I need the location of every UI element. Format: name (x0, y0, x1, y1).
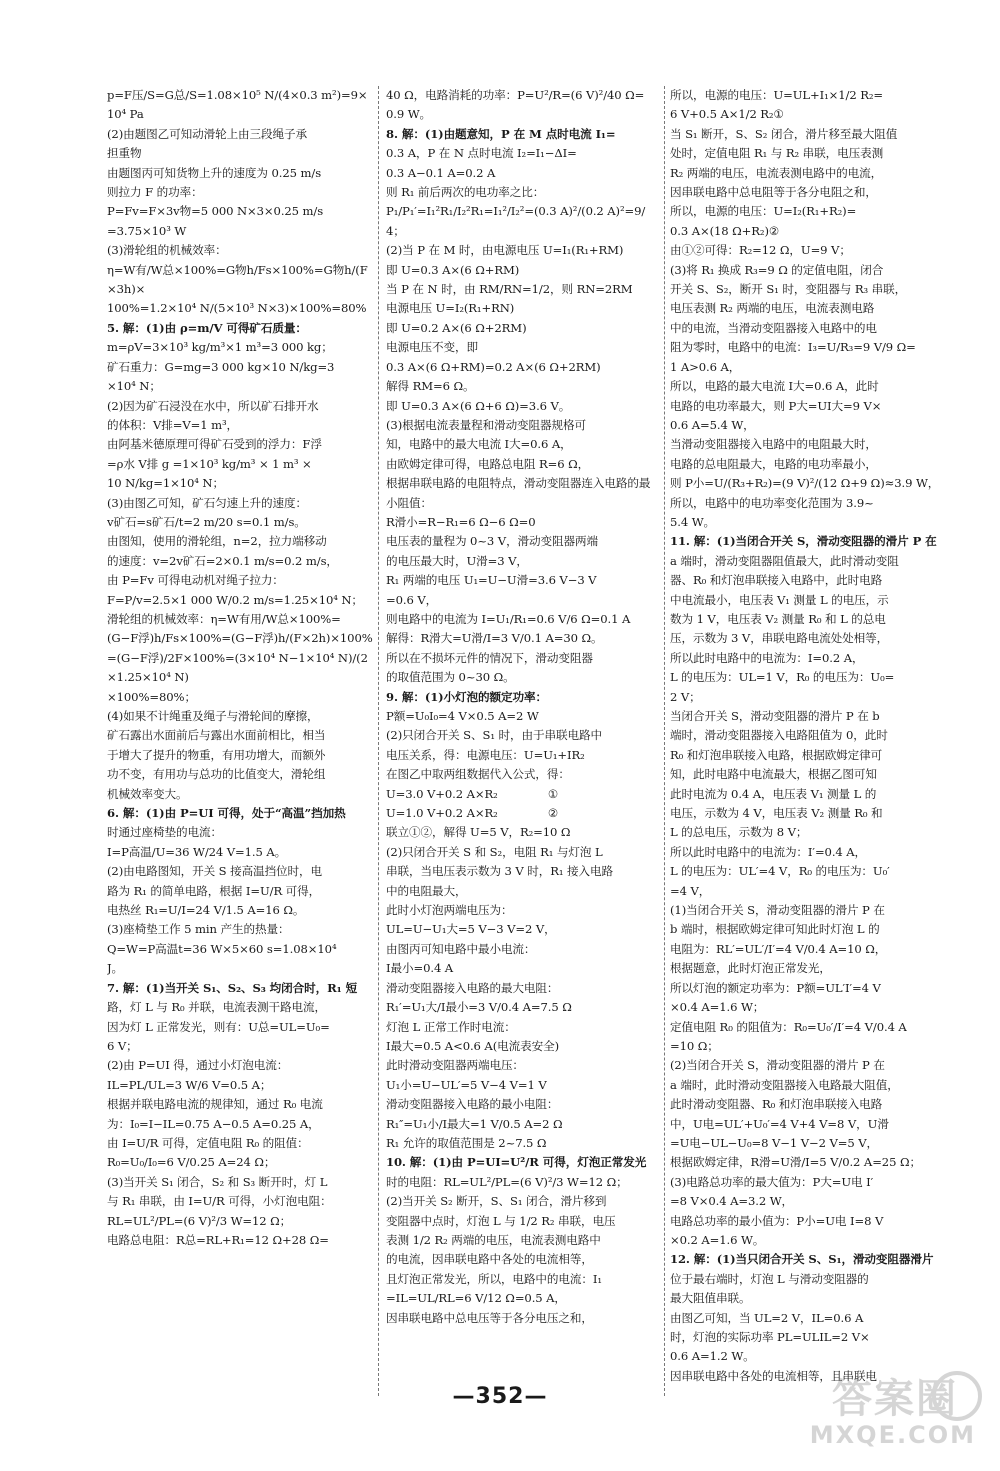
text-line: 由阿基米德原理可得矿石受到的浮力：F浮 (107, 437, 322, 452)
text-line: 因串联电路中总电阻等于各分电阻之和， (670, 185, 877, 200)
text-line: =ρ水 V排 g =1×10³ kg/m³ × 1 m³ × (107, 456, 312, 471)
text-line: R₁′=U₁大/I最小=3 V/0.4 A=7.5 Ω (386, 1000, 572, 1015)
text-line: 器、R₀ 和灯泡串联接入电路中，此时电路 (670, 573, 883, 588)
text-line: 端时，滑动变阻器接入电路阻值为 0，此时 (670, 728, 888, 743)
text-line: 联立①②，解得 U=5 V，R₂=10 Ω (386, 825, 571, 840)
text-line: =IL=UL/RL=6 V/12 Ω=0.5 A， (386, 1291, 566, 1306)
text-line: 0.3 A，P 在 N 点时电流 I₂=I₁−ΔI= (386, 146, 577, 161)
column-middle (386, 86, 660, 1406)
text-line: (3)当开关 S₁ 闭合，S₂ 和 S₃ 断开时，灯 L (107, 1174, 328, 1189)
text-line: 所以此时电路中的电流为：I=0.2 A， (670, 650, 864, 665)
text-line: p=F压/S=G总/S=1.08×10⁵ N/(4×0.3 m²)=9×10⁴ Pa (107, 88, 368, 122)
text-line: 8. 解：(1)由题意知，P 在 M 点时电流 I₁= (386, 126, 616, 141)
text-line: 0.6 A=5.4 W， (670, 417, 755, 432)
column-divider (664, 86, 665, 1396)
text-line: R₂ 两端的电压，电流表测电路中的电流， (670, 165, 883, 180)
text-line: (2)当 P 在 M 时，由电源电压 U=I₁(R₁+RM) (386, 243, 624, 258)
text-line: 电路总功率的最小值为：P小=U电 I=8 V (670, 1213, 884, 1228)
text-line: 由题图丙可知货物上升的速度为 0.25 m/s (107, 165, 322, 180)
text-line: 电压表的量程为 0~3 V，滑动变阻器两端 (386, 534, 599, 549)
text-line: 5.4 W。 (670, 514, 716, 529)
text-line: 11. 解：(1)当闭合开关 S，滑动变阻器的滑片 P 在 (670, 534, 937, 549)
text-line: 即 U=0.3 A×(6 Ω+RM) (386, 262, 520, 277)
text-line: 时的电阻：RL=UL²/PL=(6 V)²/3 W=12 Ω； (386, 1174, 628, 1189)
text-line: 滑轮组的机械效率：η=W有用/W总×100%= (107, 611, 341, 626)
text-line: U=3.0 V+0.2 A×R₂ ① (386, 786, 559, 801)
text-line: b 端时，根据欧姆定律可知此时灯泡 L 的 (670, 922, 880, 937)
text-line: a 端时，此时滑动变阻器接入电路最大阻值， (670, 1077, 899, 1092)
text-line: (2)由题图乙可知动滑轮上由三段绳子承 (107, 126, 308, 141)
text-line: 所以此时电路中的电流为：I′=0.4 A， (670, 844, 867, 859)
text-line: =0.6 V， (386, 592, 438, 607)
text-line: 在图乙中取两组数据代入公式，得： (386, 767, 570, 782)
text-line: R₀=U₀/I₀=6 V/0.25 A=24 Ω； (107, 1155, 276, 1170)
text-line: 因为灯 L 正常发光，则有：U总=UL=U₀= (107, 1019, 330, 1034)
text-line: 由欧姆定律可得，电路总电阻 R=6 Ω， (386, 456, 590, 471)
text-line: P=Fv=F×3v物=5 000 N×3×0.25 m/s (107, 204, 324, 219)
text-line: 此时滑动变阻器两端电压： (386, 1058, 524, 1073)
text-line: =4 V， (670, 883, 711, 898)
text-line: 0.6 A=1.2 W。 (670, 1349, 755, 1364)
text-line: 定值电阻 R₀ 的阻值为：R₀=U₀′/I′=4 V/0.4 A (670, 1019, 907, 1034)
text-line: 灯泡 L 正常工作时电流： (386, 1019, 516, 1034)
text-line: 由 P=Fv 可得电动机对绳子拉力： (107, 573, 284, 588)
text-line: 的取值范围为 0~30 Ω。 (386, 670, 515, 685)
text-line: 表测 1/2 R₂ 两端的电压，电流表测电路中 (386, 1232, 601, 1247)
text-line: 100%=1.2×10⁴ N/(5×10³ N×3)×100%=80% (107, 301, 367, 316)
text-line: =U电−UL−U₀=8 V−1 V−2 V=5 V， (670, 1135, 878, 1150)
text-line: 即 U=0.2 A×(6 Ω+2RM) (386, 320, 527, 335)
text-line: UL=U−U₁大=5 V−3 V=2 V， (386, 922, 556, 937)
text-line: 2 V； (670, 689, 701, 704)
text-line: R₁″=U₁小/I最大=1 V/0.5 A=2 Ω (386, 1116, 563, 1131)
text-line: 解得 RM=6 Ω。 (386, 379, 475, 394)
text-line: 当 S₁ 断开，S、S₂ 闭合，滑片移至最大阻值 (670, 126, 898, 141)
text-line: 中电流最小，电压表 V₁ 测量 L 的电压，示 (670, 592, 889, 607)
text-line: 电压表测 R₂ 两端的电压，电流表测电路 (670, 301, 875, 316)
text-line: 数为 1 V，电压表 V₂ 测量 R₀ 和 L 的总电 (670, 611, 886, 626)
text-line: 由 I=U/R 可得，定值电阻 R₀ 的阻值： (107, 1135, 309, 1150)
text-line: U₁小=U−UL′=5 V−4 V=1 V (386, 1077, 547, 1092)
text-line: 的速度：v=2v矿石=2×0.1 m/s=0.2 m/s， (107, 553, 338, 568)
text-line: η=W有/W总×100%=G物h/Fs×100%=G物h/(F×3h)× (107, 262, 368, 297)
text-line: (3)座椅垫工作 5 min 产生的热量： (107, 922, 290, 937)
text-line: L 的电压为：UL=1 V，R₀ 的电压为：U₀= (670, 670, 895, 685)
text-line: 当滑动变阻器接入电路中的电阻最大时， (670, 437, 877, 452)
text-line: 压，示数为 3 V，串联电路电流处处相等， (670, 631, 889, 646)
text-line: 于增大了提升的物重，有用功增大，而额外 (107, 747, 326, 762)
text-line: (3)电路总功率的最大值为：P大=U电 I′ (670, 1174, 874, 1189)
text-line: (2)由 P=UI 得，通过小灯泡电流： (107, 1058, 289, 1073)
text-line: 位于最右端时，灯泡 L 与滑动变阻器的 (670, 1271, 869, 1286)
text-line: 中的电流，当滑动变阻器接入电路中的电 (670, 320, 877, 335)
text-line: (3)将 R₁ 换成 R₃=9 Ω 的定值电阻，闭合 (670, 262, 884, 277)
text-line: 矿石重力：G=mg=3 000 kg×10 N/kg=3 (107, 359, 335, 374)
text-line: (2)当开关 S₂ 断开，S、S₁ 闭合，滑片移到 (386, 1194, 607, 1209)
text-line: (2)由电路图知，开关 S 接高温挡位时，电 (107, 864, 323, 879)
text-line: P额=U₀I₀=4 V×0.5 A=2 W (386, 709, 539, 723)
text-line: R₀ 和灯泡串联接入电路，根据欧姆定律可 (670, 747, 883, 762)
text-line: J。 (107, 961, 124, 976)
text-line: 的体积：V排=V=1 m³， (107, 417, 239, 432)
text-line: 由①②可得：R₂=12 Ω，U=9 V； (670, 243, 851, 258)
text-line: 且灯泡正常发光，所以，电路中的电流：I₁ (386, 1271, 602, 1286)
text-line: (2)因为矿石浸没在水中，所以矿石排开水 (107, 398, 319, 413)
text-line: a 端时，滑动变阻器阻值最大，此时滑动变阻 (670, 553, 899, 568)
text-line: 因串联电路中各处的电流相等，且串联电 (670, 1368, 877, 1383)
text-line: 所以在不损坏元件的情况下，滑动变阻器 (386, 650, 593, 665)
text-line: 电压，示数为 4 V，电压表 V₂ 测量 R₀ 和 (670, 806, 883, 821)
text-line: R滑小=R−R₁=6 Ω−6 Ω=0 (386, 514, 536, 529)
text-line: 6. 解：(1)由 P=UI 可得，处于“高温”挡加热 (107, 806, 346, 821)
text-line: 的电流，因串联电路中各处的电流相等， (386, 1252, 593, 1267)
watermark-url: MXQE.COM (809, 1421, 976, 1449)
text-line: 电压关系，得：电源电压：U=U₁+IR₂ (386, 747, 585, 762)
text-line: 担重物 (107, 146, 142, 161)
text-line: 机械效率变大。 (107, 786, 188, 801)
text-line: 时通过座椅垫的电流： (107, 825, 222, 840)
text-line: 10. 解：(1)由 P=UI=U²/R 可得，灯泡正常发光 (386, 1155, 647, 1170)
text-line: (G−F浮)h/Fs×100%=(G−F浮)h/(F×2h)×100% (107, 631, 373, 646)
text-line: 由图丙可知电路中最小电流： (386, 941, 536, 956)
text-line: 1 A>0.6 A， (670, 359, 741, 374)
text-line: 滑动变阻器接入电路的最小电阻： (386, 1097, 559, 1112)
text-line: 知，此时电路中电流最大，根据乙图可知 (670, 767, 877, 782)
text-line: (4)如果不计绳重及绳子与滑轮间的摩擦， (107, 709, 319, 723)
text-line: RL=UL²/PL=(6 V)²/3 W=12 Ω； (107, 1213, 292, 1228)
text-line: 则 P小=U/(R₃+R₂)=(9 V)²/(12 Ω+9 Ω)≈3.9 W， (670, 476, 940, 491)
text-line: 功不变，有用功与总功的比值变大，滑轮组 (107, 767, 326, 782)
text-line: m=ρV=3×10³ kg/m³×1 m³=3 000 kg； (107, 340, 333, 355)
text-line: ×100%=80%； (107, 689, 196, 704)
text-line: 所以，电路中的电功率变化范围为 3.9~ (670, 495, 874, 510)
text-line: 最大阻值串联。 (670, 1291, 751, 1306)
text-line: 当闭合开关 S，滑动变阻器的滑片 P 在 b (670, 709, 880, 723)
text-line: v矿石=s矿石/t=2 m/20 s=0.1 m/s。 (107, 514, 306, 529)
text-line: 路，灯 L 与 R₀ 并联，电流表测干路电流， (107, 1000, 327, 1015)
text-line: (1)当闭合开关 S，滑动变阻器的滑片 P 在 (670, 903, 885, 918)
text-line: 所以，电路的最大电流 I大=0.6 A，此时 (670, 379, 879, 394)
text-line: 根据串联电路的电阻特点，滑动变阻器连入电路的最小阻值： (386, 476, 651, 510)
text-line: 0.3 A−0.1 A=0.2 A (386, 165, 496, 180)
text-line: 的电压最大时，U滑=3 V， (386, 553, 528, 568)
text-line: 电源电压不变，即 (386, 340, 478, 355)
text-line: 中，U电=UL′+U₀′=4 V+4 V=8 V，U滑 (670, 1116, 889, 1131)
text-line: 0.3 A×(6 Ω+RM)=0.2 A×(6 Ω+2RM) (386, 359, 601, 374)
text-line: 电热丝 R₁=U/I=24 V/1.5 A=16 Ω。 (107, 903, 305, 918)
text-line: =(G−F浮)/2F×100%=(3×10⁴ N−1×10⁴ N)/(2×1.25×10⁴ N) (107, 650, 368, 685)
text-line: L 的总电压，示数为 8 V； (670, 825, 808, 840)
text-line: IL=PL/UL=3 W/6 V=0.5 A； (107, 1077, 272, 1092)
text-line: (3)由图乙可知，矿石匀速上升的速度： (107, 495, 308, 510)
text-line: ×0.4 A=1.6 W； (670, 1000, 765, 1015)
text-line: R₁ 允许的取值范围是 2~7.5 Ω (386, 1135, 547, 1150)
text-line: F=P/v=2.5×1 000 W/0.2 m/s=1.25×10⁴ N； (107, 592, 363, 607)
text-line: 即 U=0.3 A×(6 Ω+6 Ω)=3.6 V。 (386, 398, 571, 413)
text-line: 由图知，使用的滑轮组，n=2，拉力端移动 (107, 534, 327, 549)
column-divider (378, 86, 379, 1396)
text-line: 根据题意，此时灯泡正常发光， (670, 961, 831, 976)
text-line: 解得：R滑大=U滑/I=3 V/0.1 A=30 Ω。 (386, 631, 603, 646)
text-line: 9. 解：(1)小灯泡的额定功率： (386, 689, 548, 704)
text-line: I最大=0.5 A<0.6 A(电流表安全) (386, 1038, 560, 1053)
text-line: 则 R₁ 前后两次的电功率之比： (386, 185, 545, 200)
text-line: 路为 R₁ 的简单电路，根据 I=U/R 可得， (107, 883, 321, 898)
text-line: 时，灯泡的实际功率 PL=ULIL=2 V× (670, 1330, 870, 1344)
column-right (670, 86, 950, 1406)
text-line: I最小=0.4 A (386, 961, 454, 976)
text-line: 7. 解：(1)当开关 S₁、S₂、S₃ 均闭合时，R₁ 短 (107, 980, 358, 995)
column-left (107, 86, 373, 1406)
text-line: 所以灯泡的额定功率为：P额=UL′I′=4 V (670, 980, 881, 995)
text-line: 根据并联电路电流的规律知，通过 R₀ 电流 (107, 1097, 323, 1112)
text-line: (3)根据电流表量程和滑动变阻器规格可 (386, 417, 587, 432)
text-line: 40 Ω，电路消耗的功率：P=U²/R=(6 V)²/40 Ω= (386, 88, 645, 102)
text-line: 滑动变阻器接入电路的最大电阻： (386, 980, 559, 995)
text-line: 电阻为：RL′=UL′/I′=4 V/0.4 A=10 Ω， (670, 941, 887, 956)
text-line: (3)滑轮组的机械效率： (107, 243, 227, 258)
text-line: 此时滑动变阻器、R₀ 和灯泡串联接入电路 (670, 1097, 883, 1112)
text-line: (2)只闭合开关 S、S₁ 时，由于串联电路中 (386, 728, 602, 743)
text-line: 为：I₀=I−IL=0.75 A−0.5 A=0.25 A， (107, 1116, 320, 1131)
text-line: P₁/P₁′=I₁²R₁/I₂²R₁=I₁²/I₂²=(0.3 A)²/(0.2 A)²=9/4； (386, 204, 646, 238)
text-line: 电路的总电阻最大，电路的电功率最小， (670, 456, 877, 471)
text-line: 因串联电路中总电压等于各分电压之和， (386, 1310, 593, 1325)
text-line: 6 V+0.5 A×1/2 R₂① (670, 107, 784, 122)
text-line: =10 Ω； (670, 1038, 719, 1053)
text-line: 0.3 A×(18 Ω+R₂)② (670, 223, 780, 238)
text-line: U=1.0 V+0.2 A×R₂ ② (386, 806, 559, 821)
text-line: 10 N/kg=1×10⁴ N； (107, 476, 224, 491)
text-line: 12. 解：(1)当只闭合开关 S、S₁，滑动变阻器滑片 (670, 1252, 934, 1267)
text-line: 矿石露出水面前后与露出水面前相比，相当 (107, 728, 326, 743)
text-line: 则拉力 F 的功率： (107, 185, 203, 200)
text-line: 此时小灯泡两端电压为： (386, 903, 513, 918)
text-line: 开关 S、S₂，断开 S₁ 时，变阻器与 R₃ 串联， (670, 282, 907, 297)
text-line: 0.9 W。 (386, 107, 432, 122)
text-line: ×10⁴ N； (107, 379, 161, 394)
text-line: 知，电路中的最大电流 I大=0.6 A， (386, 437, 572, 452)
text-line: 所以，电源的电压：U=I₂(R₁+R₂)= (670, 204, 857, 219)
text-line: 变阻器中点时，灯泡 L 与 1/2 R₂ 串联，电压 (386, 1213, 616, 1228)
text-line: 电路的电功率最大，则 P大=UI大=9 V× (670, 398, 882, 413)
text-line: 6 V； (107, 1038, 138, 1053)
text-line: I=P高温/U=36 W/24 V=1.5 A。 (107, 844, 287, 859)
text-line: R₁ 两端的电压 U₁=U−U滑=3.6 V−3 V (386, 573, 597, 588)
text-line: 中的电阻最大， (386, 883, 467, 898)
text-line: 串联，当电压表示数为 3 V 时，R₁ 接入电路 (386, 864, 613, 879)
text-line: 5. 解：(1)由 ρ=m/V 可得矿石质量： (107, 320, 307, 335)
text-line: 所以，电源的电压：U=UL+I₁×1/2 R₂= (670, 88, 883, 102)
text-line: 阻为零时，电路中的电流：I₃=U/R₃=9 V/9 Ω= (670, 340, 916, 355)
text-line: 电源电压 U=I₂(R₁+RN) (386, 301, 515, 316)
text-line: 则电路中的电流为 I=U₁/R₁=0.6 V/6 Ω=0.1 A (386, 611, 631, 626)
text-line: Q=W=P高温t=36 W×5×60 s=1.08×10⁴ (107, 941, 337, 956)
text-line: 处时，定值电阻 R₁ 与 R₂ 串联，电压表测 (670, 146, 884, 161)
text-line: (2)只闭合开关 S 和 S₂，电阻 R₁ 与灯泡 L (386, 844, 603, 859)
text-line: 由图乙可知，当 UL=2 V，IL=0.6 A (670, 1310, 864, 1325)
watermark-text: 答案圈 (832, 1376, 958, 1422)
text-line: 电路总电阻：R总=RL+R₁=12 Ω+28 Ω= (107, 1232, 329, 1247)
text-line: 与 R₁ 串联，由 I=U/R 可得，小灯泡电阻： (107, 1194, 332, 1209)
text-line: =3.75×10³ W (107, 223, 187, 238)
text-line: 此时电流为 0.4 A，电压表 V₁ 测量 L 的 (670, 786, 877, 801)
text-line: =8 V×0.4 A=3.2 W， (670, 1194, 794, 1209)
text-line: L 的电压为：UL′=4 V，R₀ 的电压为：U₀′ (670, 864, 890, 879)
text-line: 当 P 在 N 时，由 RM/RN=1/2，则 RN=2RM (386, 282, 633, 297)
text-line: ×0.2 A=1.6 W。 (670, 1232, 765, 1247)
text-line: 根据欧姆定律，R滑=U滑/I=5 V/0.2 A=25 Ω； (670, 1155, 921, 1170)
page-number: —352— (452, 1384, 548, 1409)
text-line: (2)当闭合开关 S，滑动变阻器的滑片 P 在 (670, 1058, 885, 1073)
